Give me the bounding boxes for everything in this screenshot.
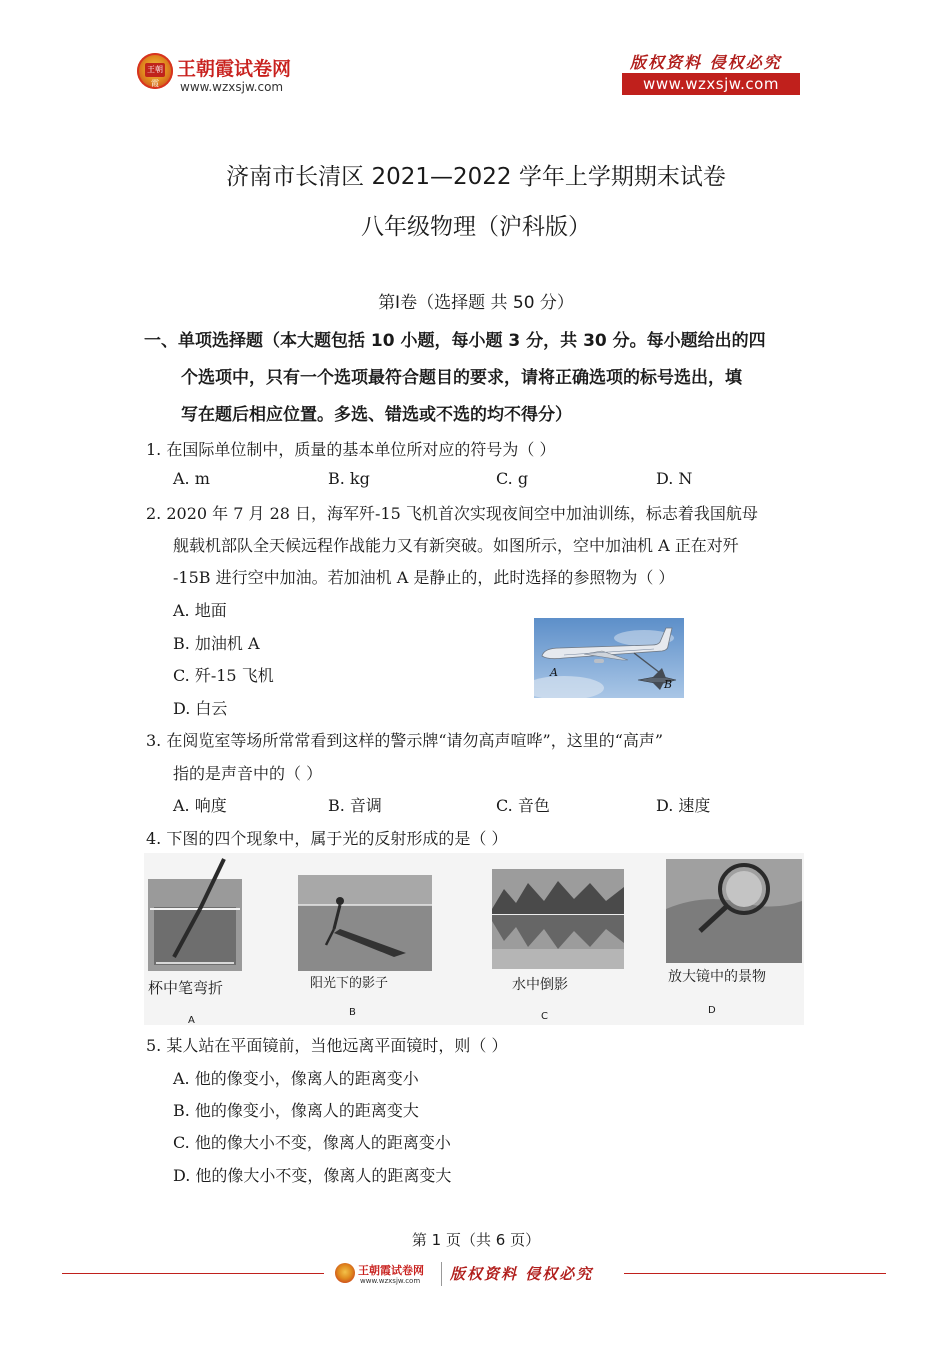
- figure-b-letter: B: [349, 1007, 356, 1018]
- q3-option-b: B. 音调: [328, 796, 382, 815]
- q4-stem: 4. 下图的四个现象中，属于光的反射形成的是（ ）: [146, 829, 508, 848]
- q1-option-b: B. kg: [328, 469, 370, 488]
- figure-c-caption: 水中倒影: [512, 977, 568, 993]
- footer-logo-icon: [335, 1263, 355, 1283]
- q2-option-b: B. 加油机 A: [173, 634, 260, 653]
- section-one-instruction-line2: 个选项中，只有一个选项最符合题目的要求，请将正确选项的标号选出，填: [181, 368, 742, 388]
- q2-stem-line2: 舰载机部队全天候远程作战能力又有新突破。如图所示，空中加油机 A 正在对歼: [173, 536, 739, 555]
- section-one-instruction-line3: 写在题后相应位置。多选、错选或不选的均不得分）: [181, 405, 572, 425]
- q5-option-b: B. 他的像变小，像离人的距离变大: [173, 1101, 419, 1120]
- part-one-title: 第Ⅰ卷（选择题 共 50 分）: [378, 293, 574, 313]
- figure-a-caption: 杯中笔弯折: [148, 979, 224, 997]
- figure-c-letter: C: [541, 1011, 548, 1022]
- q1-stem: 1. 在国际单位制中，质量的基本单位所对应的符号为（ ）: [146, 440, 556, 459]
- figure-d-caption: 放大镜中的景物: [668, 969, 766, 985]
- q2-stem-line1: 2. 2020 年 7 月 28 日，海军歼-15 飞机首次实现夜间空中加油训练，标志着我国航母: [146, 504, 758, 523]
- brand-logo-icon: [137, 53, 173, 89]
- q2-option-d: D. 白云: [173, 699, 228, 718]
- q1-option-a: A. m: [173, 469, 210, 488]
- q1-option-c: C. g: [496, 469, 529, 488]
- brand-url: www.wzxsjw.com: [180, 80, 284, 94]
- brand-name: 王朝霞试卷网: [177, 58, 292, 80]
- figure-b-caption: 阳光下的影子: [310, 976, 389, 991]
- q5-option-c: C. 他的像大小不变，像离人的距离变小: [173, 1133, 451, 1152]
- footer-divider-right: [624, 1273, 886, 1274]
- figure-a-letter: A: [188, 1015, 195, 1025]
- q3-option-a: A. 响度: [173, 796, 227, 815]
- q2-stem-line3: -15B 进行空中加油。若加油机 A 是静止的，此时选择的参照物为（ ）: [173, 568, 675, 587]
- exam-subtitle: 八年级物理（沪科版）: [361, 214, 591, 240]
- q3-stem-line2: 指的是声音中的（ ）: [173, 764, 323, 783]
- header-url-banner: www.wzxsjw.com: [622, 73, 800, 95]
- copyright-slogan: 版权资料 侵权必究: [630, 53, 782, 72]
- q2-option-c: C. 歼-15 飞机: [173, 666, 274, 685]
- footer-separator: [441, 1262, 442, 1286]
- figure-d-letter: D: [708, 1005, 716, 1016]
- q3-stem-line1: 3. 在阅览室等场所常常看到这样的警示牌“请勿高声喧哗”，这里的“高声”: [146, 731, 664, 750]
- q3-option-d: D. 速度: [656, 796, 711, 815]
- plane-label-a: A: [550, 666, 558, 679]
- footer-brand-url: www.wzxsjw.com: [360, 1277, 421, 1285]
- aerial-refueling-image: [534, 618, 684, 698]
- light-phenomena-figures: [144, 853, 804, 1025]
- plane-label-b: B: [664, 678, 673, 691]
- q5-option-d: D. 他的像大小不变，像离人的距离变大: [173, 1166, 452, 1185]
- q1-option-d: D. N: [656, 469, 693, 488]
- exam-title: 济南市长清区 2021—2022 学年上学期期末试卷: [226, 164, 726, 190]
- footer-slogan: 版权资料 侵权必究: [450, 1265, 594, 1283]
- footer-divider-left: [62, 1273, 324, 1274]
- page-number: 第 1 页（共 6 页）: [411, 1231, 541, 1249]
- q5-option-a: A. 他的像变小，像离人的距离变小: [173, 1069, 419, 1088]
- q3-option-c: C. 音色: [496, 796, 550, 815]
- q5-stem: 5. 某人站在平面镜前，当他远离平面镜时，则（ ）: [146, 1036, 508, 1055]
- logo-badge-text: 王朝霞: [147, 65, 163, 88]
- section-one-instruction-line1: 一、单项选择题（本大题包括 10 小题，每小题 3 分，共 30 分。每小题给出的四: [144, 331, 766, 351]
- footer-brand-name: 王朝霞试卷网: [358, 1264, 424, 1277]
- q2-option-a: A. 地面: [173, 601, 227, 620]
